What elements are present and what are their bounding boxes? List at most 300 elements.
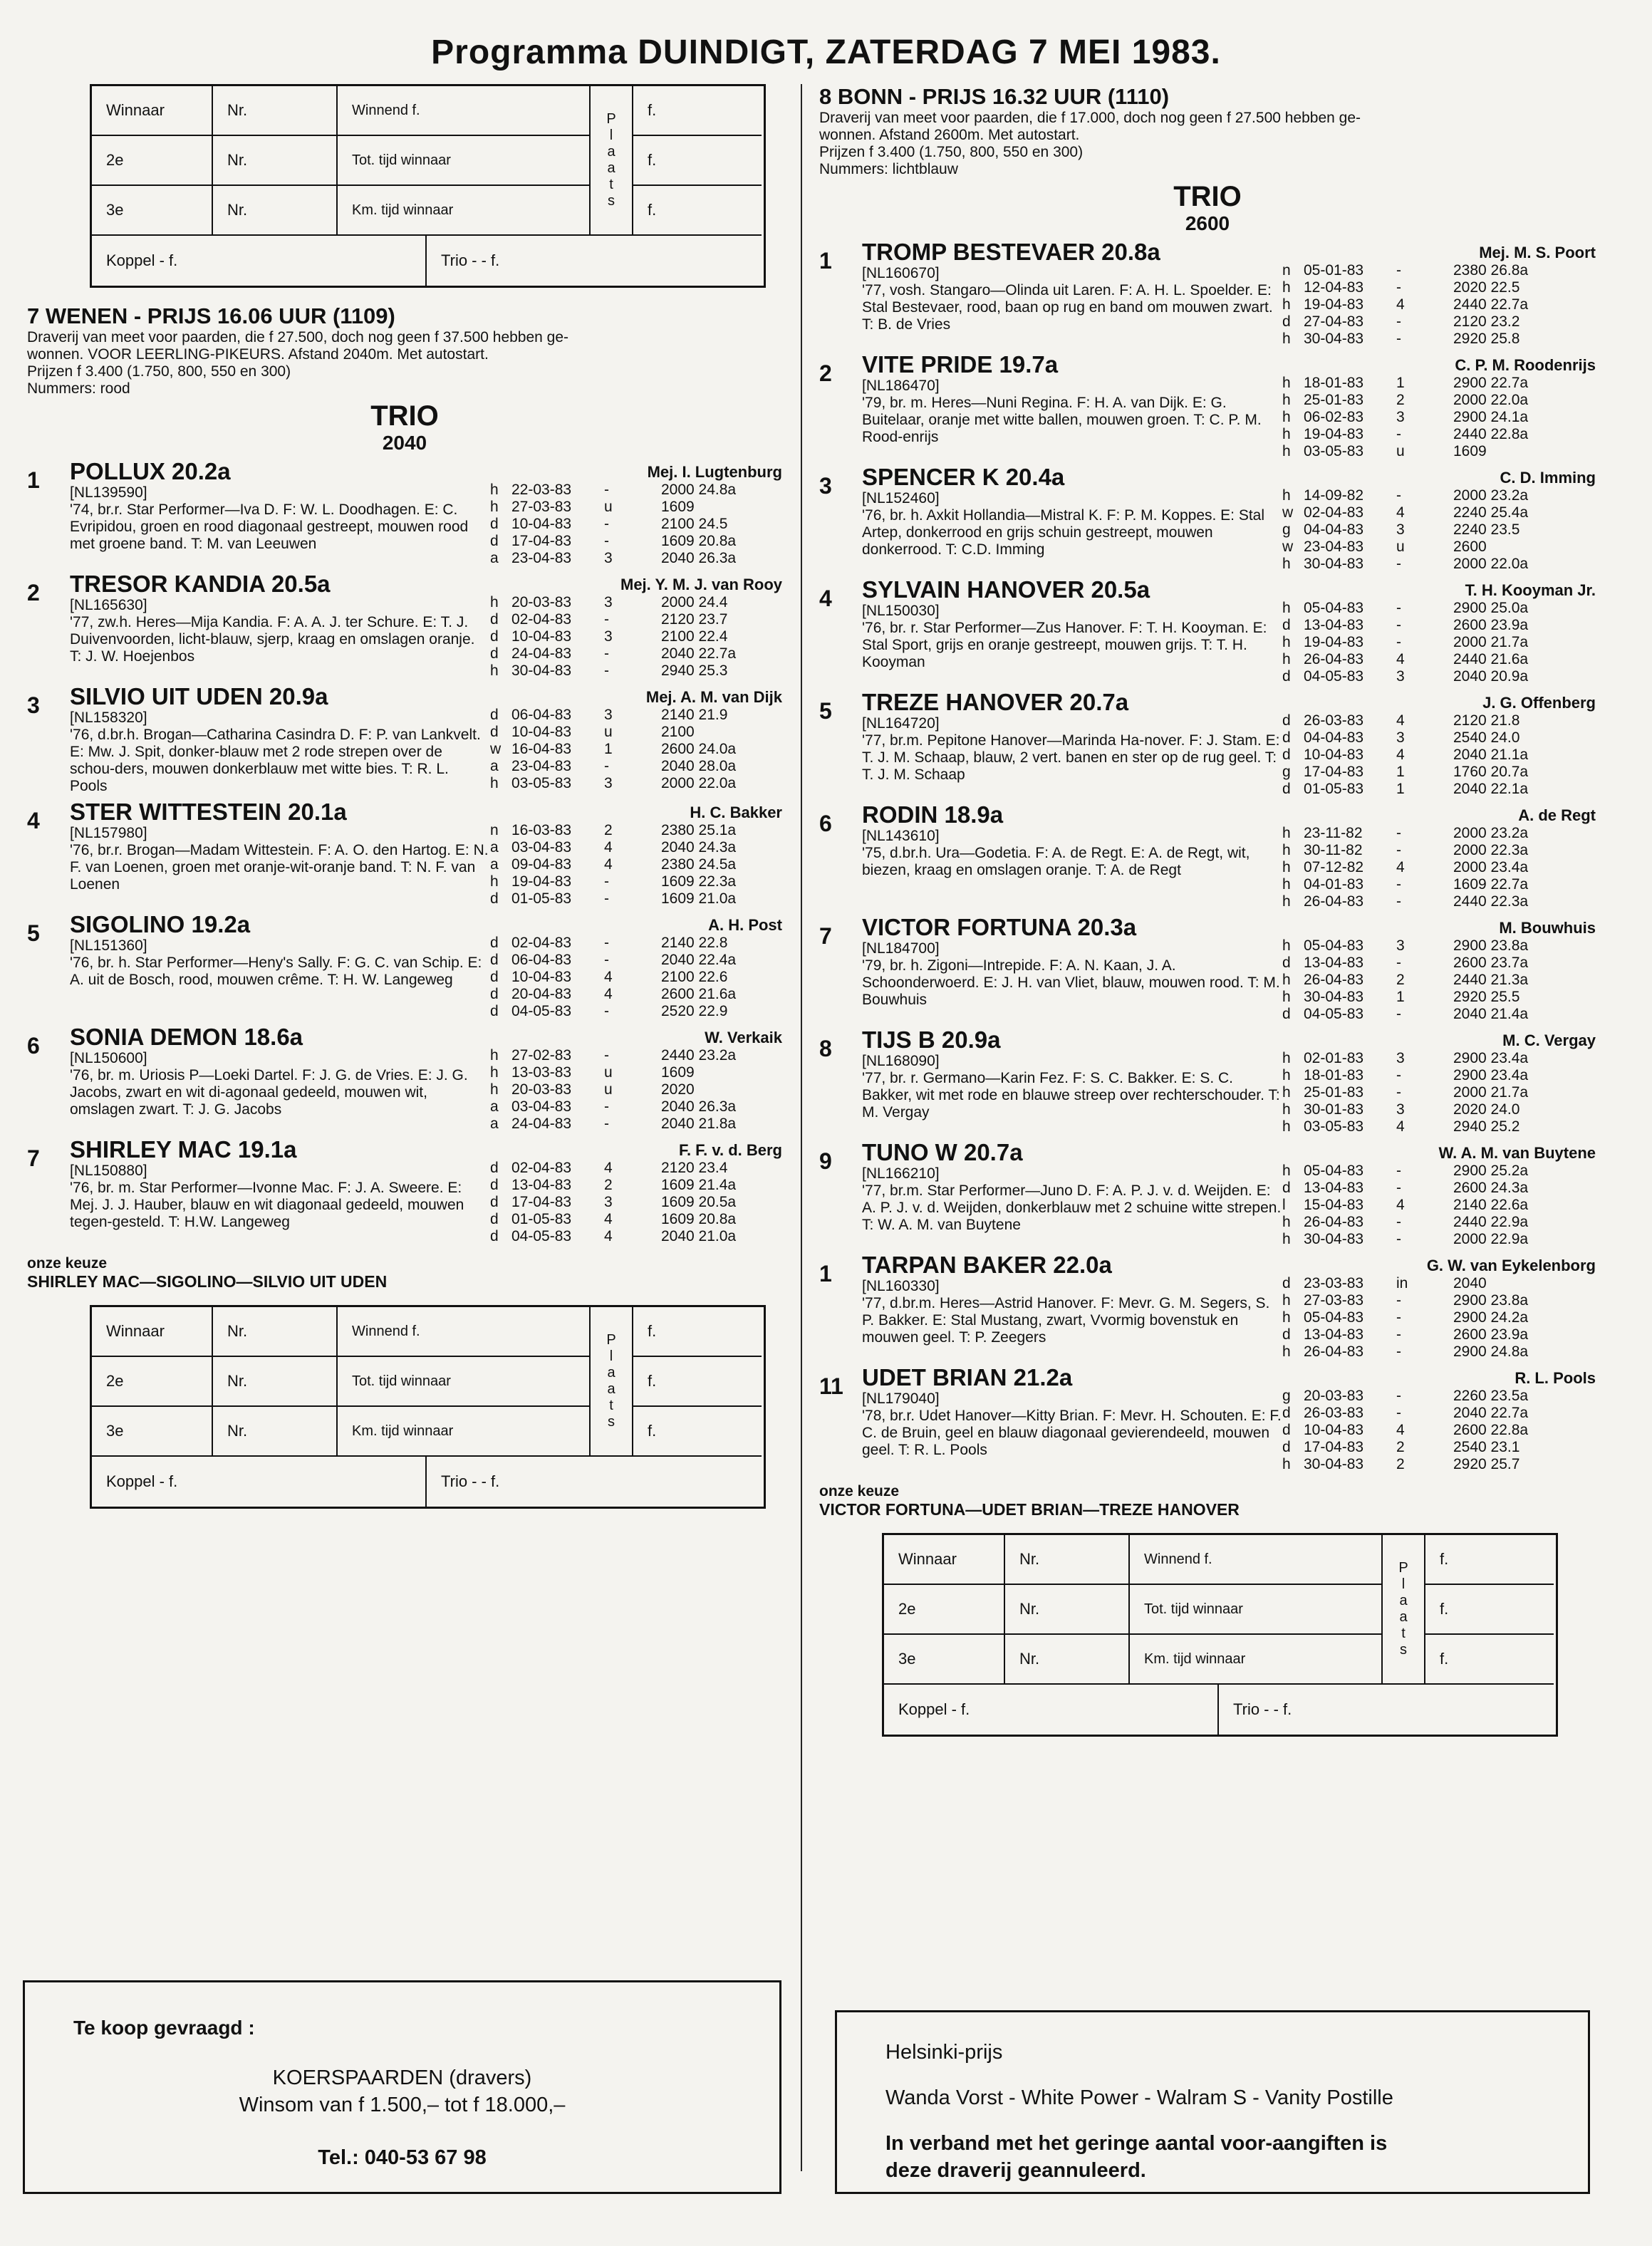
result-cell: 2000 22.0a (661, 775, 737, 791)
result-cell: - (1396, 1231, 1401, 1247)
result-cell: 2900 24.2a (1453, 1309, 1529, 1326)
horse-id: [NL165630] (70, 597, 147, 613)
result-cell: 2520 22.9 (661, 1003, 728, 1019)
plaats-letter: l (609, 128, 613, 143)
result-cell: 27-04-83 (1304, 313, 1364, 330)
result-cell: 02-04-83 (511, 1160, 572, 1176)
result-cell: 10-04-83 (511, 724, 572, 740)
horse-record (490, 1024, 782, 1133)
result-cell: 2040 21.0a (661, 1228, 737, 1244)
result-grid-race8 (882, 1533, 1558, 1737)
result-cell: h (1282, 331, 1291, 347)
result-row (490, 986, 782, 1003)
result-cell: n (490, 822, 499, 838)
result-cell: l (1282, 1197, 1286, 1213)
result-cell: 2100 22.6 (661, 969, 728, 985)
result-cell: h (1282, 972, 1291, 988)
horse-info (862, 1027, 1282, 1135)
result-cell: 04-05-83 (1304, 1006, 1364, 1022)
grid-f-1: f. (633, 1357, 762, 1407)
result-row (490, 1116, 782, 1133)
result-cell: 10-04-83 (1304, 747, 1364, 763)
result-cell: 16-04-83 (511, 741, 572, 757)
result-cell: 23-03-83 (1304, 1275, 1364, 1291)
result-cell: 2900 23.8a (1453, 937, 1529, 954)
horse-entry (819, 915, 1596, 1023)
result-cell: w (1282, 504, 1294, 521)
horse-record (490, 1137, 782, 1245)
result-cell: - (1396, 331, 1401, 347)
ad-koerspaarden (23, 1980, 781, 2194)
result-cell: 01-05-83 (511, 890, 572, 907)
result-cell: - (1396, 955, 1401, 971)
result-cell: d (1282, 1006, 1291, 1022)
race8-desc-4: Nummers: lichtblauw (819, 161, 958, 177)
page-title: Programma DUINDIGT, ZATERDAG 7 MEI 1983. (431, 33, 1221, 71)
result-cell: - (604, 1003, 609, 1019)
race8-keuze: VICTOR FORTUNA—UDET BRIAN—TREZE HANOVER (819, 1500, 1240, 1519)
result-cell: 04-01-83 (1304, 876, 1364, 893)
result-cell: 2440 21.3a (1453, 972, 1529, 988)
grid-label-2: 3e (884, 1635, 1005, 1685)
result-cell: 4 (1396, 504, 1405, 521)
result-row (1282, 1456, 1596, 1473)
result-cell: 27-03-83 (511, 499, 572, 515)
result-cell: 10-04-83 (511, 628, 572, 645)
horse-id: [NL166210] (862, 1165, 940, 1182)
result-cell: d (1282, 1326, 1291, 1343)
horse-trainer: G. W. van Eykelenborg (1426, 1257, 1596, 1274)
grid-label-2: 3e (92, 1407, 213, 1457)
horse-entry (27, 571, 782, 680)
result-cell: 22-03-83 (511, 482, 572, 498)
result-cell: - (1396, 1405, 1401, 1421)
result-cell: h (490, 1064, 499, 1081)
horse-number: 5 (27, 920, 40, 946)
result-cell: 2040 22.7a (661, 645, 737, 662)
result-cell: 2440 22.3a (1453, 893, 1529, 910)
result-row (490, 707, 782, 724)
result-row (1282, 876, 1596, 893)
horse-id: [NL150600] (70, 1050, 147, 1066)
result-cell: - (604, 645, 609, 662)
result-row (490, 1064, 782, 1081)
horse-trainer: H. C. Bakker (690, 804, 782, 821)
horse-name: SIGOLINO 19.2a (70, 911, 251, 937)
grid-trio: Trio - - f. (441, 251, 500, 269)
grid-field-0: Winnend f. (1130, 1535, 1383, 1585)
result-cell: h (1282, 651, 1291, 667)
plaats-letter: t (609, 1398, 613, 1413)
ad-left-phone: Tel.: 040-53 67 98 (318, 2146, 487, 2169)
result-cell: 2900 25.2a (1453, 1163, 1529, 1179)
result-row (1282, 634, 1596, 651)
result-cell: a (490, 1116, 499, 1132)
result-cell: - (1396, 313, 1401, 330)
ad-right-note2: deze draverij geannuleerd. (885, 2159, 1146, 2182)
result-cell: 03-04-83 (511, 1098, 572, 1115)
horse-description: '77, vosh. Stangaro—Olinda uit Laren. F: A. H. L. Spoelder. E: Stal Bestevaer, rood, baan op rug en band om mouwen zwart. T: B. de Vries (862, 282, 1273, 333)
result-row (1282, 668, 1596, 685)
result-cell: - (604, 935, 609, 951)
result-cell: 4 (1396, 859, 1405, 875)
horse-trainer: C. P. M. Roodenrijs (1455, 356, 1596, 374)
result-row (490, 594, 782, 611)
horse-record (490, 684, 782, 795)
horse-entry (819, 239, 1596, 348)
result-cell: u (1396, 539, 1405, 555)
result-cell: - (1396, 842, 1401, 858)
horse-info (862, 352, 1282, 460)
horse-id: [NL151360] (70, 937, 147, 954)
result-row (490, 1081, 782, 1098)
result-cell: - (1396, 1309, 1401, 1326)
result-cell: h (1282, 634, 1291, 650)
plaats-letter: a (1399, 1609, 1408, 1625)
result-cell: 1 (1396, 764, 1405, 780)
result-cell: - (604, 1098, 609, 1115)
race8-heading: 8 BONN - PRIJS 16.32 UUR (1110) (819, 84, 1170, 109)
result-cell: d (1282, 729, 1291, 746)
result-cell: 04-05-83 (511, 1003, 572, 1019)
horse-results (1282, 937, 1596, 1023)
result-cell: 2040 24.3a (661, 839, 737, 856)
grid-nr-2: Nr. (213, 1407, 338, 1457)
result-grid-top (90, 84, 766, 288)
result-row (490, 952, 782, 969)
result-cell: 19-04-83 (1304, 634, 1364, 650)
horse-record (1282, 802, 1596, 910)
result-cell: 2 (1396, 1439, 1405, 1455)
horse-results (490, 935, 782, 1020)
race8-trio: TRIO (1173, 181, 1242, 212)
horse-results (490, 1047, 782, 1133)
horse-results (1282, 262, 1596, 348)
result-cell: 2 (1396, 392, 1405, 408)
result-cell: 17-04-83 (1304, 1439, 1364, 1455)
horse-results (1282, 487, 1596, 573)
result-cell: 2120 21.8 (1453, 712, 1520, 729)
result-row (490, 611, 782, 628)
horse-entry (819, 690, 1596, 798)
result-cell: h (1282, 937, 1291, 954)
horse-id: [NL164720] (862, 715, 940, 732)
horse-entry (27, 459, 782, 567)
result-grid-race7 (90, 1305, 766, 1509)
result-row (1282, 825, 1596, 842)
horse-name: TREZE HANOVER 20.7a (862, 689, 1129, 715)
result-cell: 19-04-83 (1304, 296, 1364, 313)
result-cell: 30-01-83 (1304, 1101, 1364, 1118)
result-cell: 19-04-83 (1304, 426, 1364, 442)
result-cell: d (490, 935, 499, 951)
result-cell: 09-04-83 (511, 856, 572, 873)
result-cell: h (1282, 842, 1291, 858)
result-cell: 2900 24.8a (1453, 1343, 1529, 1360)
grid-plaats (591, 1307, 633, 1457)
result-cell: 2940 25.3 (661, 662, 728, 679)
result-row (1282, 989, 1596, 1006)
result-cell: 2900 23.4a (1453, 1067, 1529, 1083)
result-row (1282, 392, 1596, 409)
horse-id: [NL168090] (862, 1053, 940, 1069)
result-cell: - (604, 1116, 609, 1132)
horse-name: UDET BRIAN 21.2a (862, 1364, 1073, 1390)
result-cell: h (1282, 1163, 1291, 1179)
horse-results (1282, 1163, 1596, 1248)
result-cell: 2600 24.0a (661, 741, 737, 757)
result-cell: u (604, 499, 613, 515)
result-cell: 03-04-83 (511, 839, 572, 856)
result-cell: 17-04-83 (511, 533, 572, 549)
race8-desc-2: wonnen. Afstand 2600m. Met autostart. (819, 127, 1080, 143)
grid-nr-2: Nr. (1005, 1635, 1130, 1685)
result-cell: 2380 25.1a (661, 822, 737, 838)
result-cell: 2540 24.0 (1453, 729, 1520, 746)
grid-nr-0: Nr. (213, 1307, 338, 1357)
result-cell: h (1282, 375, 1291, 391)
result-cell: 02-01-83 (1304, 1050, 1364, 1066)
result-cell: - (1396, 279, 1401, 296)
result-cell: - (1396, 1326, 1401, 1343)
horse-entry (819, 1365, 1596, 1473)
result-cell: d (490, 645, 499, 662)
result-cell: 2000 23.4a (1453, 859, 1529, 875)
result-cell: - (1396, 876, 1401, 893)
result-row (1282, 1405, 1596, 1422)
result-row (490, 645, 782, 662)
result-row (490, 1047, 782, 1064)
result-cell: 2260 23.5a (1453, 1388, 1529, 1404)
result-cell: 2000 22.3a (1453, 842, 1529, 858)
result-cell: u (1396, 443, 1405, 459)
result-cell: d (1282, 1422, 1291, 1438)
horse-name: SYLVAIN HANOVER 20.5a (862, 576, 1150, 603)
result-cell: d (1282, 955, 1291, 971)
race8-distance: 2600 (1185, 212, 1230, 234)
result-row (1282, 1326, 1596, 1343)
horse-results (490, 822, 782, 908)
result-row (1282, 729, 1596, 747)
grid-plaats (1383, 1535, 1425, 1685)
result-cell: n (1282, 262, 1291, 279)
grid-bottom-row (884, 1685, 1554, 1735)
horse-entry (819, 1140, 1596, 1248)
result-row (1282, 375, 1596, 392)
result-cell: 30-04-83 (1304, 1231, 1364, 1247)
result-cell: d (1282, 712, 1291, 729)
result-cell: a (490, 1098, 499, 1115)
result-row (490, 890, 782, 908)
horse-record (1282, 690, 1596, 798)
result-cell: - (1396, 1180, 1401, 1196)
result-row (490, 873, 782, 890)
result-row (1282, 504, 1596, 521)
result-cell: h (1282, 556, 1291, 572)
result-row (1282, 955, 1596, 972)
horse-trainer: M. Bouwhuis (1499, 919, 1596, 937)
result-cell: h (1282, 859, 1291, 875)
horse-results (490, 594, 782, 680)
horse-info (862, 464, 1282, 573)
horse-record (1282, 577, 1596, 685)
result-cell: 2040 28.0a (661, 758, 737, 774)
result-cell: a (490, 758, 499, 774)
result-cell: 3 (1396, 1050, 1405, 1066)
horse-info (70, 684, 490, 795)
result-cell: 2600 23.9a (1453, 617, 1529, 633)
grid-koppel: Koppel - f. (92, 236, 427, 286)
result-cell: 02-04-83 (511, 611, 572, 628)
plaats-letter: l (1401, 1576, 1406, 1592)
result-cell: - (604, 758, 609, 774)
result-cell: h (1282, 1084, 1291, 1101)
result-row (1282, 747, 1596, 764)
result-cell: 26-04-83 (1304, 972, 1364, 988)
ad-right-names: Wanda Vorst - White Power - Walram S - Vanity Postille (885, 2086, 1393, 2109)
grid-trio: Trio - - f. (1233, 1700, 1292, 1718)
horse-record (1282, 1365, 1596, 1473)
result-cell: h (1282, 1456, 1291, 1472)
result-cell: h (1282, 487, 1291, 504)
horse-id: [NL179040] (862, 1390, 940, 1407)
result-cell: 06-04-83 (511, 952, 572, 968)
horse-description: '79, br. m. Heres—Nuni Regina. F: H. A. van Dijk. E: G. Buitelaar, oranje met witte ballen, mouwen groen. T: C. P. M. Rood-enrijs (862, 395, 1262, 445)
result-row (490, 1003, 782, 1020)
grid-label-0: Winnaar (92, 1307, 213, 1357)
ad-right-note1: In verband met het geringe aantal voor-aangiften is (885, 2132, 1388, 2155)
result-cell: 20-03-83 (511, 594, 572, 610)
result-cell: 17-04-83 (511, 1194, 572, 1210)
result-cell: 23-04-83 (511, 550, 572, 566)
horse-record (490, 571, 782, 680)
result-row (1282, 1118, 1596, 1135)
result-row (490, 1160, 782, 1177)
horse-entry (27, 912, 782, 1020)
horse-trainer: Mej. M. S. Poort (1479, 244, 1596, 261)
grid-bottom-row (92, 236, 762, 286)
result-cell: 3 (1396, 668, 1405, 685)
result-cell: h (1282, 893, 1291, 910)
result-cell: 2900 23.8a (1453, 1292, 1529, 1309)
result-row (1282, 893, 1596, 910)
result-cell: h (1282, 825, 1291, 841)
result-row (1282, 712, 1596, 729)
horse-info (70, 459, 490, 567)
result-cell: 06-04-83 (511, 707, 572, 723)
horse-number: 2 (27, 580, 40, 605)
grid-plaats (591, 86, 633, 236)
grid-nr-1: Nr. (1005, 1585, 1130, 1635)
result-cell: h (1282, 1231, 1291, 1247)
result-cell: 23-04-83 (1304, 539, 1364, 555)
result-cell: 3 (1396, 729, 1405, 746)
result-cell: 2900 24.1a (1453, 409, 1529, 425)
result-cell: h (490, 775, 499, 791)
result-cell: 05-04-83 (1304, 1163, 1364, 1179)
result-cell: h (490, 1081, 499, 1098)
result-cell: 2940 25.2 (1453, 1118, 1520, 1135)
result-cell: 1609 22.7a (1453, 876, 1529, 893)
result-cell: 2440 21.6a (1453, 651, 1529, 667)
horse-results (490, 482, 782, 567)
result-row (490, 741, 782, 758)
result-cell: 04-05-83 (511, 1228, 572, 1244)
result-cell: - (604, 952, 609, 968)
horse-info (862, 1140, 1282, 1248)
result-cell: 13-04-83 (511, 1177, 572, 1193)
plaats-letter: P (606, 1332, 616, 1348)
result-row (1282, 1422, 1596, 1439)
horse-id: [NL157980] (70, 825, 147, 841)
result-cell: - (1396, 825, 1401, 841)
result-row (1282, 651, 1596, 668)
result-cell: - (1396, 262, 1401, 279)
race7-distance: 2040 (382, 432, 427, 454)
result-cell: 1609 20.5a (661, 1194, 737, 1210)
result-cell: 2040 22.1a (1453, 781, 1529, 797)
result-cell: - (604, 611, 609, 628)
result-cell: 26-03-83 (1304, 712, 1364, 729)
grid-label-1: 2e (92, 1357, 213, 1407)
horse-info (70, 912, 490, 1020)
result-cell: 1760 20.7a (1453, 764, 1529, 780)
result-cell: 2600 21.6a (661, 986, 737, 1002)
horse-record (1282, 464, 1596, 573)
result-cell: a (490, 856, 499, 873)
plaats-letter: l (609, 1348, 613, 1364)
result-cell: 25-01-83 (1304, 1084, 1364, 1101)
result-cell: - (604, 873, 609, 890)
result-cell: d (1282, 781, 1291, 797)
result-cell: 4 (604, 1228, 613, 1244)
ad-helsinki (835, 2010, 1590, 2194)
result-cell: d (1282, 668, 1291, 685)
result-cell: - (604, 662, 609, 679)
result-cell: 30-04-83 (1304, 331, 1364, 347)
horse-number: 7 (27, 1145, 40, 1171)
result-cell: d (490, 969, 499, 985)
result-cell: 1609 (661, 499, 695, 515)
result-cell: 3 (604, 550, 613, 566)
ad-left-heading: Te koop gevraagd : (73, 2017, 255, 2039)
horse-info (70, 799, 490, 908)
result-row (490, 1177, 782, 1194)
race7-desc-3: Prijzen f 3.400 (1.750, 800, 550 en 300) (27, 363, 291, 380)
result-row (1282, 1101, 1596, 1118)
horse-record (490, 459, 782, 567)
horse-entry (27, 1024, 782, 1133)
result-cell: 3 (604, 594, 613, 610)
result-cell: 2600 24.3a (1453, 1180, 1529, 1196)
plaats-letter: a (607, 144, 615, 160)
result-cell: h (1282, 1118, 1291, 1135)
result-cell: 2040 21.8a (661, 1116, 737, 1132)
result-cell: h (490, 662, 499, 679)
result-cell: g (1282, 521, 1291, 538)
result-cell: in (1396, 1275, 1408, 1291)
result-cell: 04-04-83 (1304, 521, 1364, 538)
result-cell: d (490, 1211, 499, 1227)
horse-name: TUNO W 20.7a (862, 1139, 1023, 1165)
result-row (490, 839, 782, 856)
horse-info (862, 802, 1282, 910)
horse-name: TIJS B 20.9a (862, 1026, 1001, 1053)
result-cell: d (490, 707, 499, 723)
result-row (1282, 409, 1596, 426)
result-cell: 4 (1396, 1197, 1405, 1213)
grid-f-0: f. (633, 1307, 762, 1357)
